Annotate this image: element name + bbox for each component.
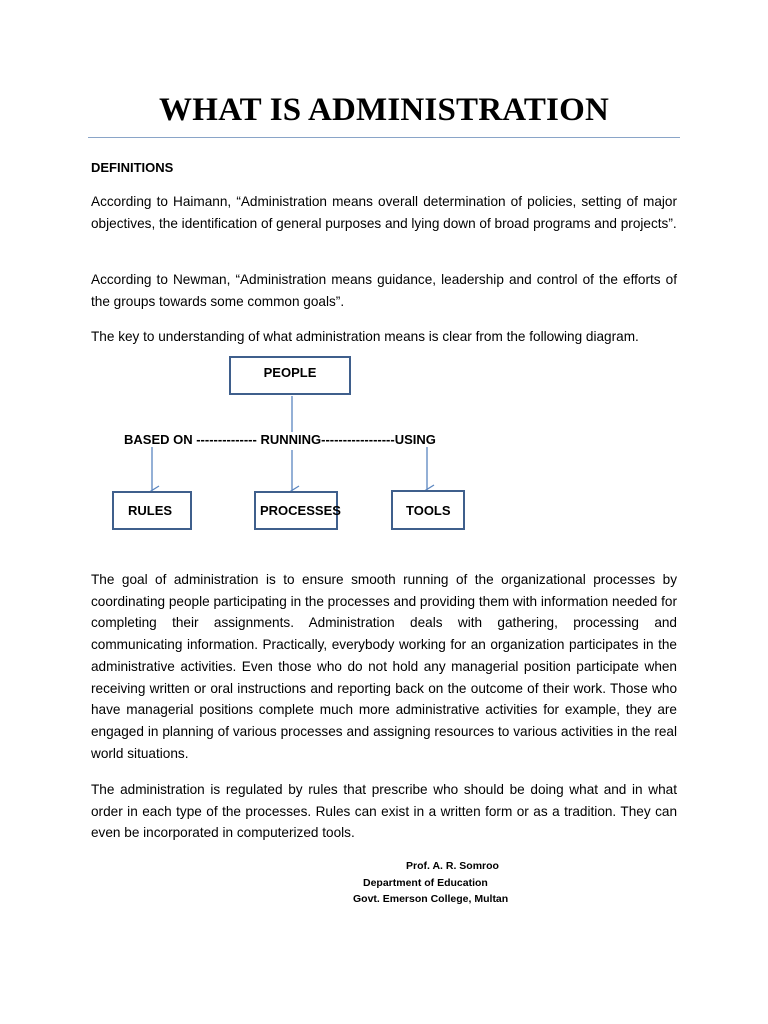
diagram-intro: The key to understanding of what administration means is clear from the following diagram. [91, 329, 639, 344]
processes-node-label: PROCESSES [260, 503, 341, 518]
rules-node [112, 491, 192, 530]
page-title: WHAT IS ADMINISTRATION [159, 92, 609, 128]
author-department: Department of Education [363, 877, 488, 889]
author-institution: Govt. Emerson College, Multan [353, 893, 509, 905]
rules-node-label: RULES [128, 503, 173, 518]
processes-node [254, 491, 341, 530]
haimann-definition: According to Haimann, “Administration means overall determination of policies, setting of major objectives, the identification of general purposes and lying down of broad programs and projects”. [91, 194, 677, 231]
tools-node-label: TOOLS [406, 503, 451, 518]
connector-text: BASED ON -------------- RUNNING-----------------USING [124, 432, 436, 447]
people-node [229, 356, 351, 395]
author-name: Prof. A. R. Somroo [406, 860, 499, 872]
tools-node [391, 490, 465, 530]
newman-definition: According to Newman, “Administration means guidance, leadership and control of the efforts of the groups towards some common goals”. [91, 272, 677, 309]
people-node-label: PEOPLE [263, 365, 317, 380]
title-divider [88, 137, 680, 138]
goal-paragraph: The goal of administration is to ensure smooth running of the organizational processes by coordinating people participating in the processes and providing them with information needed for completing their assignments. Administration deals with gathering, processing and communicating information. Practically, everybody working for an organization participates in the administrative activities. Even those who do not hold any managerial position participate when receiving written or oral instructions and reporting back on the outcome of their work. Those who have managerial positions complete much more administrative activities for example, they are engaged in planning of various processes and assigning resources to various activities in the real world situations. [91, 572, 677, 761]
regulation-paragraph: The administration is regulated by rules that prescribe who should be doing what and in what order in each type of the processes. Rules can exist in a written form or as a tradition. They can even be incorporated in computerized tools. [91, 782, 677, 841]
section-heading: DEFINITIONS [91, 160, 174, 175]
